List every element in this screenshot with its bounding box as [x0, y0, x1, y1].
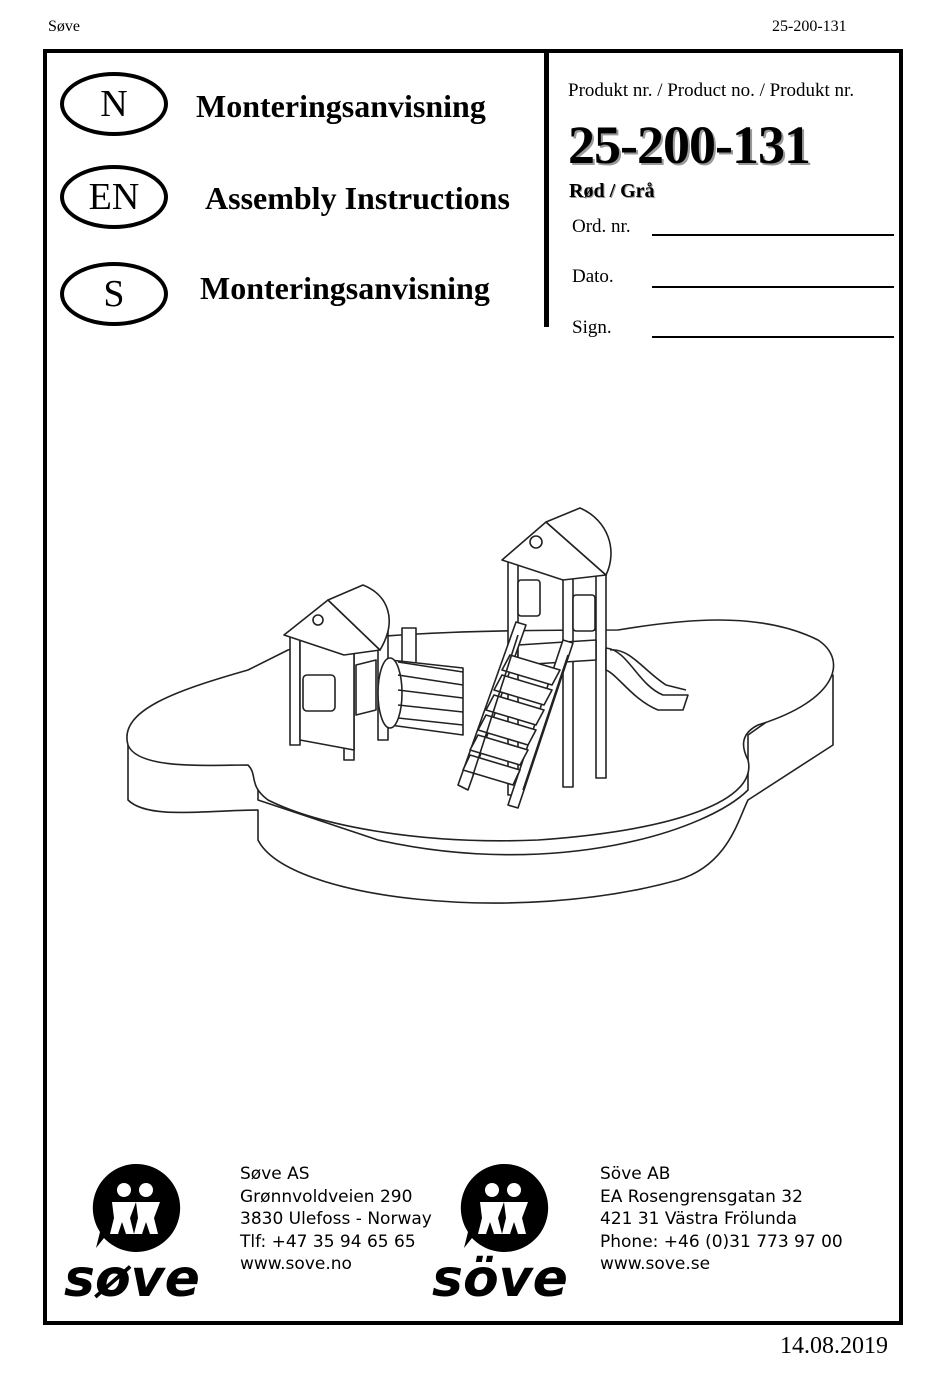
date-line	[652, 286, 894, 288]
language-badge-en: EN	[60, 165, 168, 229]
company-address-norway	[240, 1163, 432, 1276]
title-norwegian: Monteringsanvisning	[196, 88, 486, 124]
address-line: Søve AS	[240, 1164, 310, 1184]
signature-label: Sign.	[572, 317, 612, 338]
order-number-line	[652, 234, 894, 236]
title-swedish: Monteringsanvisning	[200, 270, 490, 306]
signature-line	[652, 336, 894, 338]
header-product-number: 25-200-131	[772, 18, 847, 35]
address-line: Phone: +46 (0)31 773 97 00	[600, 1231, 843, 1252]
address-line: EA Rosengrensgatan 32	[600, 1186, 803, 1207]
address-line: www.sove.no	[240, 1254, 352, 1274]
address-line: www.sove.se	[600, 1254, 711, 1274]
header-brand: Søve	[48, 18, 80, 35]
sove-logo-wordmark: søve	[64, 1249, 200, 1302]
address-line: Grønnvoldveien 290	[240, 1186, 413, 1207]
language-badge-n: N	[60, 72, 168, 136]
sove-ab-logo	[432, 1160, 590, 1302]
order-number-label: Ord. nr.	[572, 216, 631, 237]
playground-illustration	[118, 500, 848, 930]
address-line: Söve AB	[600, 1164, 671, 1184]
vertical-divider	[544, 49, 549, 327]
date-label: Dato.	[572, 266, 614, 287]
language-badge-s: S	[60, 262, 168, 326]
product-number-label: Produkt nr. / Product no. / Produkt nr.	[568, 80, 855, 101]
address-line: 3830 Ulefoss - Norway	[240, 1209, 432, 1229]
document-date: 14.08.2019	[780, 1333, 888, 1359]
address-line: 421 31 Västra Frölunda	[600, 1209, 797, 1229]
product-variant: Rød / Grå	[569, 180, 655, 202]
title-english: Assembly Instructions	[205, 180, 510, 216]
address-line: Tlf: +47 35 94 65 65	[240, 1231, 416, 1252]
sove-as-logo	[64, 1160, 222, 1302]
soeve-logo-wordmark: söve	[432, 1249, 568, 1302]
product-number: 25-200-131	[568, 115, 810, 175]
company-address-sweden	[600, 1163, 843, 1276]
